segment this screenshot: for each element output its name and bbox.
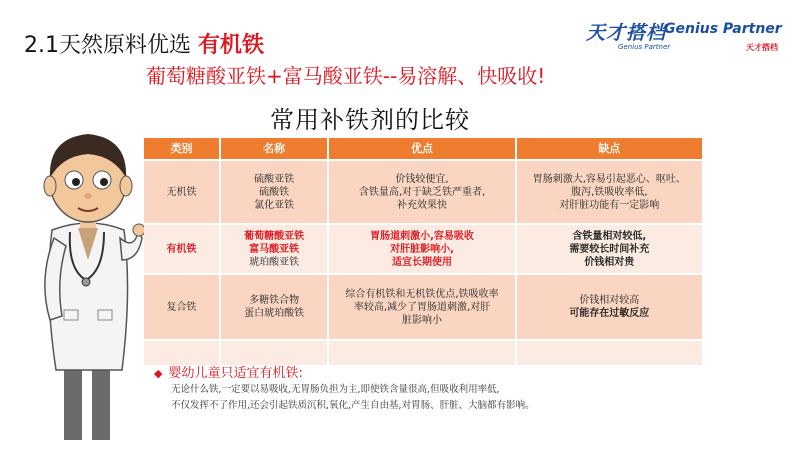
name-line: 葡萄糖酸亚铁 [244,230,305,242]
pros-line: 胃肠道刺激小,容易吸收 [370,230,474,242]
title-highlight: 有机铁 [198,33,265,58]
cell-names [221,275,329,341]
cons-line: 价钱相对贵 [584,256,635,268]
brand-logo [586,18,786,54]
doctor-illustration [34,120,144,450]
cell-empty [329,341,516,367]
name-line: 琥珀酸亚铁 [249,256,300,268]
diamond-bullet-icon: ◆ [154,367,163,380]
name-line: 硫酸铁 [259,186,290,198]
cons-line: 对肝脏功能有一定影响 [559,199,660,211]
table-row [144,275,704,341]
header-name: 名称 [221,138,329,161]
name-line: 多糖铁合物 [249,295,300,306]
table-heading: 常用补铁剂的比较 [270,106,470,134]
cons-line: 需要较长时间补充 [569,243,650,255]
pros-line: 率较高,减少了胃肠道刺激,对肝 [353,301,491,313]
cell-pros [329,275,516,341]
cons-line: 腹泻,铁吸收率低, [571,186,648,198]
note-line: 不仅发挥不了作用,还会引起铁质沉积,氧化,产生自由基,对胃肠、肝脏、大脑都有影响。 [171,400,535,411]
table-header-row [144,138,704,161]
pros-line: 综合有机铁和无机铁优点,铁吸收率 [345,288,499,300]
logo-en: Genius Partner [664,21,782,37]
cell-names [221,161,329,225]
name-line: 氯化亚铁 [254,199,295,211]
logo-cn-small: 天才搭档 [746,43,778,52]
logo-cn: 天才搭档 [586,22,667,44]
cell-cons [517,225,704,275]
header-category: 类别 [144,138,221,161]
note-title-text: 婴幼儿童只适宜有机铁: [168,366,303,381]
table-row [144,225,704,275]
name-line: 富马酸亚铁 [249,243,300,255]
logo-cn-sub: Genius Partner [618,43,671,51]
header-cons: 缺点 [517,138,704,161]
pros-line: 补充效果快 [397,199,448,211]
note-title [154,362,303,381]
slide-title [24,28,264,59]
title-prefix: 2.1天然原料优选 [24,33,191,58]
name-line: 蛋白琥珀酸铁 [244,308,305,319]
cons-line: 价钱相对较高 [579,295,640,306]
pros-line: 适宜长期使用 [392,256,453,268]
pros-line: 脏影响小 [402,314,443,326]
note-line: 无论什么铁,一定要以易吸收,无胃肠负担为主,即使铁含量很高,但吸收利用率低, [171,384,500,395]
cons-line: 胃肠刺激大,容易引起恶心、呕吐、 [532,173,686,185]
cell-cons [517,275,704,341]
cell-names [221,225,329,275]
cell-empty [517,341,704,367]
header-pros: 优点 [329,138,516,161]
cell-pros [329,161,516,225]
cell-pros [329,225,516,275]
cons-line: 含铁量相对较低, [572,230,647,242]
comparison-table [144,138,704,367]
cell-cons [517,161,704,225]
cons-line: 可能存在过敏反应 [569,308,650,319]
cell-category: 有机铁 [144,225,221,275]
pros-line: 对肝脏影响小, [390,243,454,255]
cell-category: 复合铁 [144,275,221,341]
pros-line: 含铁量高,对于缺乏铁严重者, [358,186,486,198]
cell-category: 无机铁 [144,161,221,225]
slide-subtitle: 葡萄糖酸亚铁+富马酸亚铁--易溶解、快吸收! [146,64,546,88]
pros-line: 价钱较便宜, [395,173,449,185]
name-line: 硫酸亚铁 [254,173,295,185]
table-row [144,161,704,225]
